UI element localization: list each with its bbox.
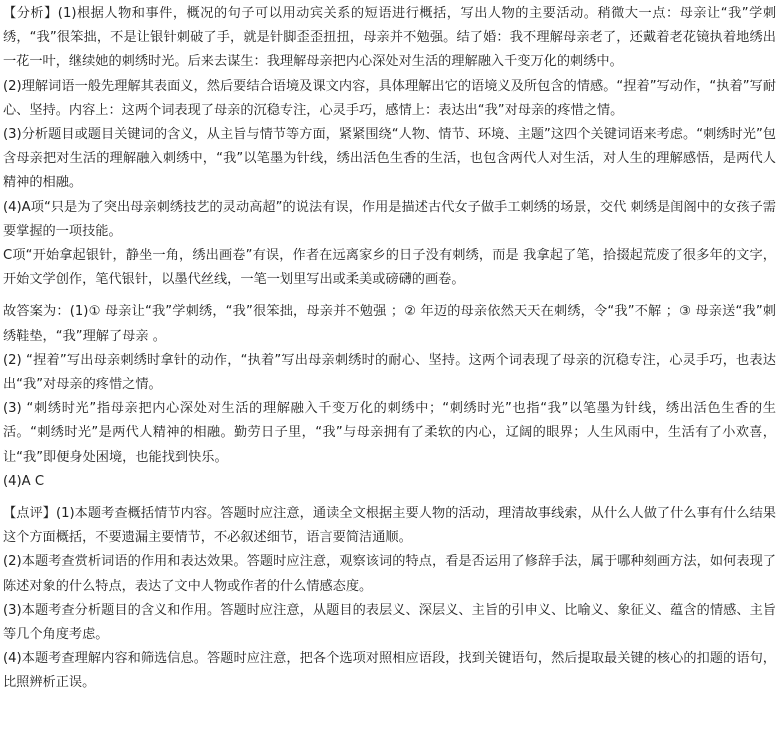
analysis-heading: 【分析】 — [3, 6, 58, 21]
analysis-paragraph-2: (2)理解词语一般先理解其表面义，然后要结合语境及课文内容，具体理解出它的语境义及所包含的情感。“捏着”写动作，“执着”写耐心、坚持。内容上：这两个词表现了母亲的沉稳专注，心灵手巧，感情上：表达出“我”对母亲的疼惜之情。 — [3, 78, 776, 118]
comment-text-1: (1)本题考查概括情节内容。答题时应注意，通读全文根据主要人物的活动，理清故事线索，从什么人做了什么事有什么结果这个方面概括，不要遗漏主要情节，不必叙述细节，语言要简洁通顺。 — [3, 506, 776, 546]
answer-paragraph-2: (2) “捏着”写出母亲刺绣时拿针的动作，“执着”写出母亲刺绣时的耐心、坚持。这两个词表现了母亲的沉稳专注，心灵手巧，也表达出“我”对母亲的疼惜之情。 — [3, 352, 776, 393]
analysis-paragraph-5: C项“开始拿起银针，静坐一角，绣出画卷”有误，作者在远离家乡的日子没有刺绣，而是 我拿起了笔，拾掇起荒废了很多年的文字，开始文学创作，笔代银针，以墨代丝线，一笔一划里写出或柔美或磅礴的画卷。 — [3, 248, 776, 288]
comment-heading: 【点评】 — [3, 506, 56, 522]
answer-paragraph-4: (4)A C — [3, 473, 45, 489]
section-spacer — [3, 292, 776, 300]
section-spacer — [3, 494, 776, 502]
answer-paragraph-3: (3) “刺绣时光”指母亲把内心深处对生活的理解融入千变万化的刺绣中；“刺绣时光”也指“我”以笔墨为针线，绣出活色生香的生活。“刺绣时光”是两代人精神的相融。勤劳日子里，“我”与母亲拥有了柔软的内心，辽阔的眼界；人生风雨中，生活有了小欢喜，让“我”即便身处困境，也能找到快乐。 — [3, 401, 776, 465]
analysis-text-1: (1)根据人物和事件，概况的句子可以用动宾关系的短语进行概括，写出人物的主要活动。稍微大一点：母亲让“我”学刺绣，“我”很笨拙，不是让银针刺破了手，就是针脚歪歪扭扭，母亲并不勉强。结了婚：我不理解母亲老了，还戴着老花镜执着地绣出一花一叶，继续她的刺绣时光。后来去谋生：我理解母亲把内心深处对生活的理解融入千变万化的刺绣中。 — [3, 6, 777, 70]
comment-paragraph-4: (4)本题考查理解内容和筛选信息。答题时应注意，把各个选项对照相应语段，找到关键语句，然后提取最关键的核心的扣题的语句，比照辨析正误。 — [3, 651, 776, 691]
comment-paragraph-3: (3)本题考查分析题目的含义和作用。答题时应注意，从题目的表层义、深层义、主旨的引申义、比喻义、象征义、蕴含的情感、主旨等几个角度考虑。 — [3, 602, 776, 643]
comment-section — [3, 502, 776, 696]
answer-paragraph-1: 故答案为：(1)① 母亲让“我”学刺绣，“我”很笨拙，母亲并不勉强 ；② 年迈的母亲依然天天在刺绣，令“我”不解 ；③ 母亲送“我”刺绣鞋垫，“我”理解了母亲 。 — [3, 304, 776, 344]
analysis-paragraph-1 — [3, 2, 776, 75]
analysis-paragraph-3: (3)分析题目或题目关键词的含义，从主旨与情节等方面，紧紧围绕“人物、情节、环境、主题”这四个关键词语来考虑。“刺绣时光”包含母亲把对生活的理解融入刺绣中，“我”以笔墨为针线，绣出活色生香的生活，也包含两代人对生活，对人生的理解感悟，是两代人精神的相融。 — [3, 127, 776, 191]
analysis-paragraph-4: (4)A项“只是为了突出母亲刺绣技艺的灵动高超”的说法有误，作用是描述古代女子做手工刺绣的场景，交代 刺绣是闺阁中的女孩子需要掌握的一项技能。 — [3, 199, 776, 239]
answer-section — [3, 300, 776, 494]
comment-paragraph-1 — [3, 502, 776, 550]
comment-paragraph-2: (2)本题考查赏析词语的作用和表达效果。答题时应注意，观察该词的特点，看是否运用了修辞手法，属于哪种刻画方法，如何表现了陈述对象的什么特点，表达了文中人物或作者的什么情感态度。 — [3, 554, 776, 594]
analysis-section — [3, 2, 776, 292]
